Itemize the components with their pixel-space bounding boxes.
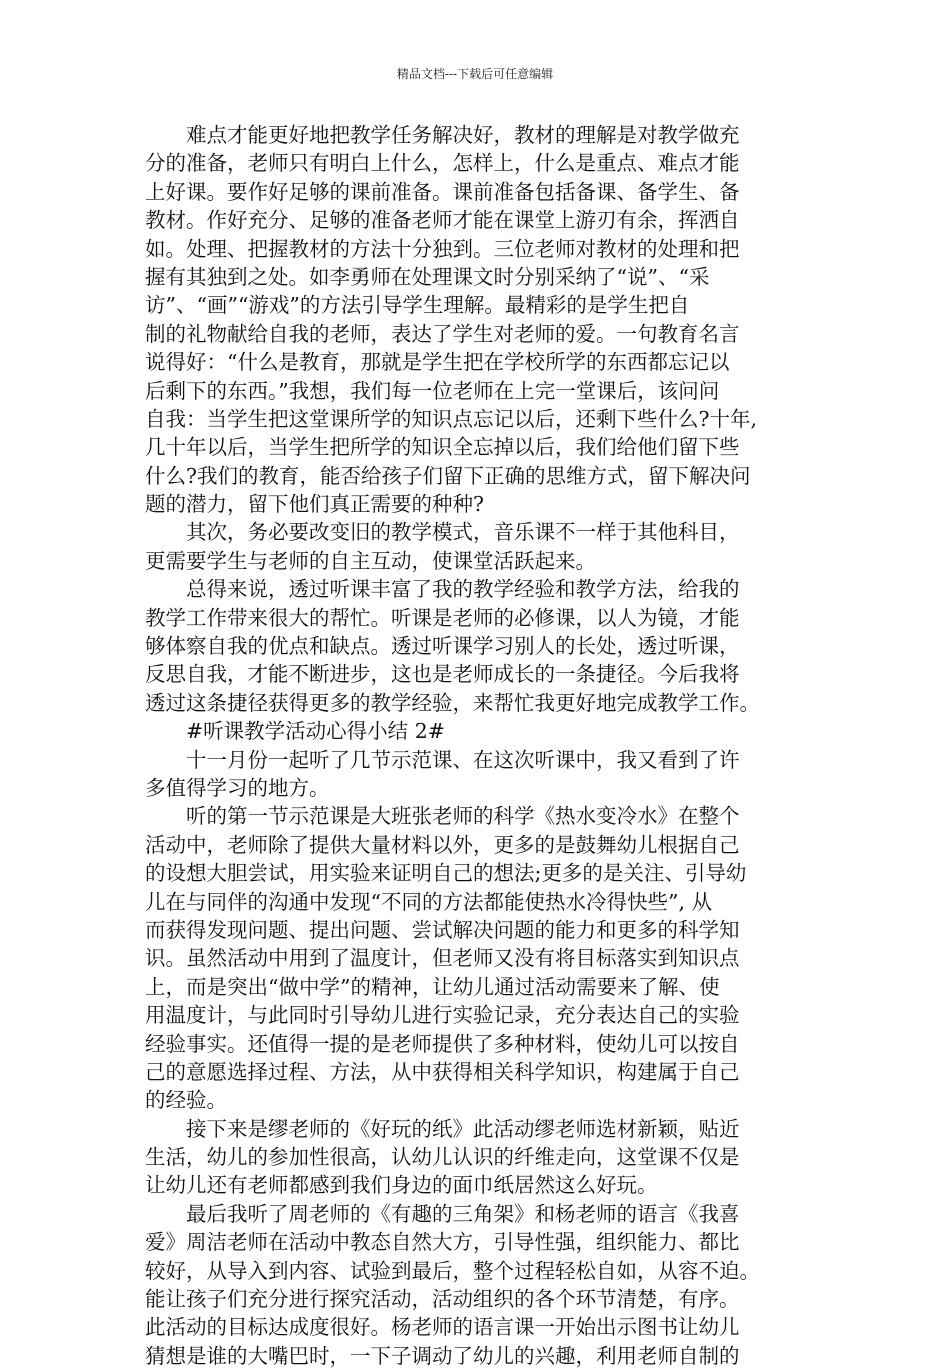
text-line: 更需要学生与老师的自主互动，使课堂活跃起来。 — [145, 548, 596, 573]
text-line: 说得好：“什么是教育，那就是学生把在学校所学的东西都忘记以 — [145, 350, 730, 375]
text-line: 的经验。 — [145, 1088, 227, 1113]
text-line: 此活动的目标达成度很好。杨老师的语言课一开始出示图书让幼儿 — [145, 1315, 740, 1340]
text-line: 接下来是缪老师的《好玩的纸》此活动缪老师选材新颖，贴近 — [145, 1116, 740, 1141]
text-line: 难点才能更好地把教学任务解决好，教材的理解是对教学做充 — [145, 123, 740, 147]
text-line: 听的第一节示范课是大班张老师的科学《热水变冷水》在整个 — [145, 804, 740, 829]
text-line: 多值得学习的地方。 — [145, 775, 330, 800]
text-line: 最后我听了周老师的《有趣的三角架》和杨老师的语言《我喜 — [145, 1201, 740, 1226]
text-line: 教学工作带来很大的帮忙。听课是老师的必修课，以人为镜，才能 — [145, 605, 740, 630]
text-line: 上好课。要作好足够的课前准备。课前准备包括备课、备学生、备 — [145, 179, 740, 204]
text-line: 分的准备，老师只有明白上什么，怎样上，什么是重点、难点才能 — [145, 151, 740, 176]
text-line: 教材。作好充分、足够的准备老师才能在课堂上游刃有余，挥洒自 — [145, 208, 740, 233]
text-line: 反思自我，才能不断进步，这也是老师成长的一条捷径。今后我将 — [145, 662, 740, 687]
text-line: 制的礼物献给自我的老师，表达了学生对老师的爱。一句教育名言 — [145, 321, 740, 346]
text-line: 自我：当学生把这堂课所学的知识点忘记以后，还剩下些什么?十年, — [145, 406, 758, 431]
page-header: 精品文档---下载后可任意编辑 — [396, 67, 554, 81]
text-line: 活动中，老师除了提供大量材料以外，更多的是鼓舞幼儿根据自己 — [145, 832, 740, 857]
text-line: 其次，务必要改变旧的教学模式，音乐课不一样于其他科目， — [145, 520, 740, 545]
text-line: 十一月份一起听了几节示范课、在这次听课中，我又看到了许 — [145, 747, 740, 772]
text-line: 儿在与同伴的沟通中发现“不同的方法都能使热水冷得快些”, 从 — [145, 889, 712, 914]
text-line: 够体察自我的优点和缺点。透过听课学习别人的长处，透过听课， — [145, 634, 740, 659]
text-line: 上，而是突出“做中学”的精神，让幼儿通过活动需要来了解、使 — [145, 974, 720, 999]
text-line: 较好，从导入到内容、试验到最后，整个过程轻松自如，从容不迫。 — [145, 1258, 760, 1283]
text-line: 的设想大胆尝试，用实验来证明自己的想法;更多的是关注、引导幼 — [145, 861, 747, 886]
text-line: 几十年以后，当学生把所学的知识全忘掉以后，我们给他们留下些 — [145, 435, 740, 460]
text-line: 识。虽然活动中用到了温度计，但老师又没有将目标落实到知识点 — [145, 946, 740, 971]
text-line: 而获得发现问题、提出问题、尝试解决问题的能力和更多的科学知 — [145, 917, 740, 942]
text-line: 生活，幼儿的参加性很高，认幼儿认识的纤维走向，这堂课不仅是 — [145, 1145, 740, 1170]
text-line: 题的潜力，留下他们真正需要的种种? — [145, 492, 484, 517]
text-line: 猜想是谁的大嘴巴时，一下子调动了幼儿的兴趣，利用老师自制的 — [145, 1343, 740, 1368]
text-line: 如。处理、把握教材的方法十分独到。三位老师对教材的处理和把 — [145, 236, 740, 261]
text-line: 让幼儿还有老师都感到我们身边的面巾纸居然这么好玩。 — [145, 1173, 658, 1198]
text-line: 访”、“画”“游戏”的方法引导学生理解。最精彩的是学生把自 — [145, 293, 690, 318]
section-heading: #听课教学活动心得小结 2# — [145, 719, 445, 744]
text-line: 总得来说，透过听课丰富了我的教学经验和教学方法，给我的 — [145, 577, 740, 602]
document-body — [145, 121, 815, 1370]
text-line: 透过这条捷径获得更多的教学经验，来帮忙我更好地完成教学工作。 — [145, 690, 760, 715]
text-line: 用温度计，与此同时引导幼儿进行实验记录，充分表达自己的实验 — [145, 1003, 740, 1028]
text-line: 己的意愿选择过程、方法，从中获得相关科学知识，构建属于自己 — [145, 1059, 740, 1084]
text-line: 后剩下的东西。”我想，我们每一位老师在上完一堂课后，该问问 — [145, 378, 720, 403]
text-line: 能让孩子们充分进行探究活动，活动组织的各个环节清楚，有序。 — [145, 1287, 740, 1312]
text-line: 什么?我们的教育，能否给孩子们留下正确的思维方式，留下解决问 — [145, 463, 751, 488]
text-line: 经验事实。还值得一提的是老师提供了多种材料，使幼儿可以按自 — [145, 1031, 740, 1056]
text-line: 握有其独到之处。如李勇师在处理课文时分别采纳了“说”、“采 — [145, 264, 710, 289]
text-line: 爱》周洁老师在活动中教态自然大方，引导性强，组织能力、都比 — [145, 1230, 740, 1255]
